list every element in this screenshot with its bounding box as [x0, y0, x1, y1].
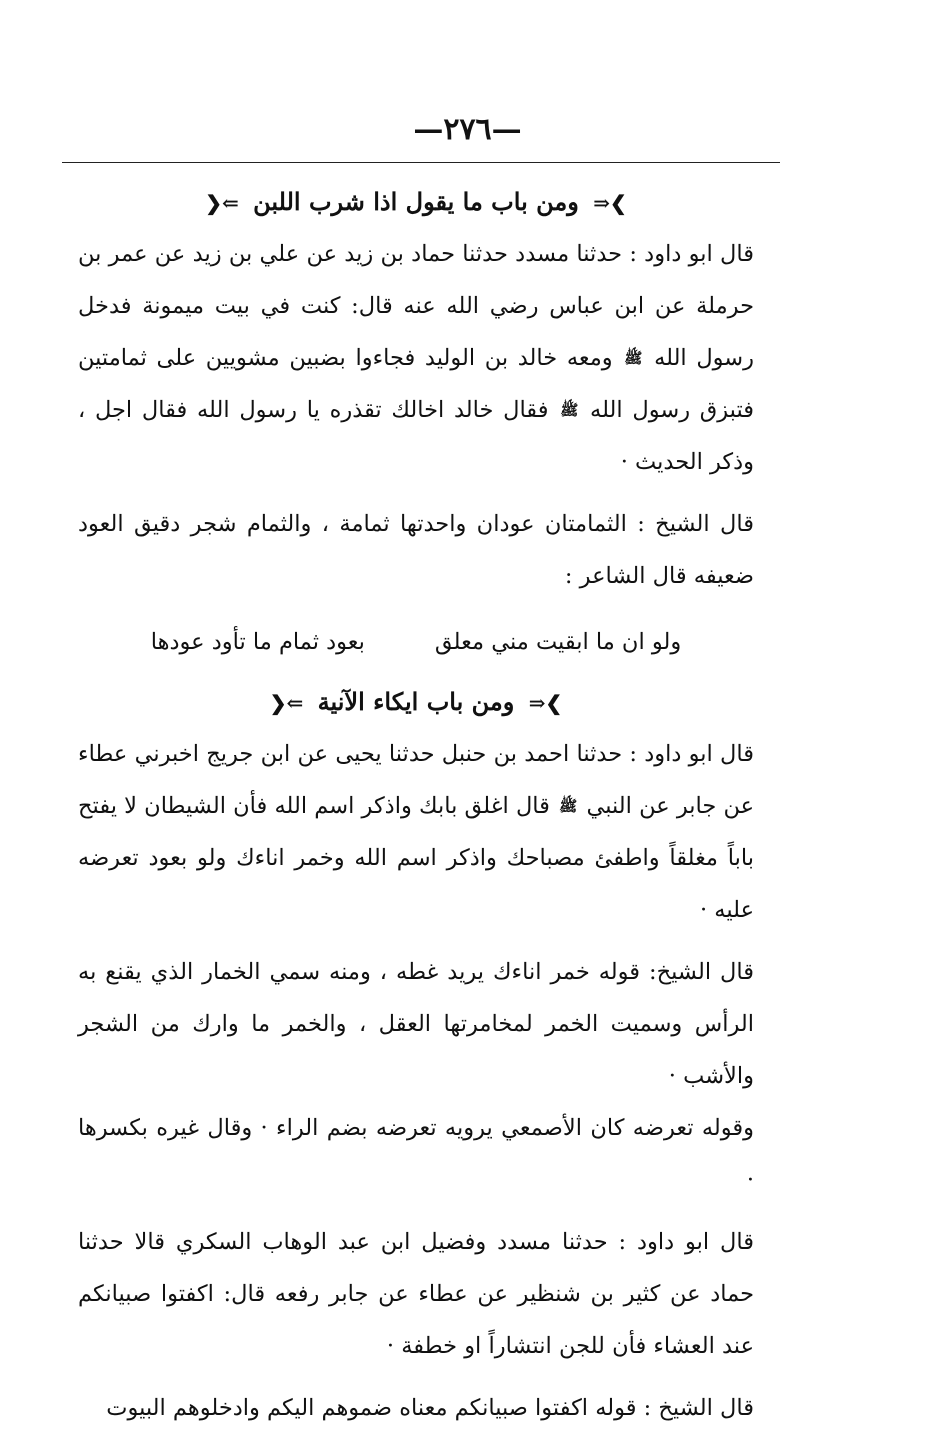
commentary-paragraph: قال الشيخ : الثمامتان عودان واحدتها ثمامة ، والثمام شجر دقيق العود ضعيفه قال الشاعر : — [78, 511, 754, 589]
hadith-paragraph — [78, 228, 754, 488]
ornament-right-icon: ❯⇒ — [593, 191, 627, 215]
hadith-paragraph — [78, 728, 754, 936]
ornament-right-icon: ❯⇒ — [528, 691, 563, 715]
commentary-paragraph: قال الشيخ : قوله اكفتوا صبيانكم معناه ضموهم اليكم وادخلوهم البيوت — [106, 1395, 754, 1421]
hadith-text-part-3: فقال خالد اخالك تقذره يا رسول الله فقال اجل ، وذكر الحديث · — [78, 397, 754, 475]
hadith-text-part-1: قال ابو داود : حدثنا مسدد حدثنا حماد بن زيد عن علي بن زيد عن عمر بن حرملة عن ابن عباس رضي الله عنه قال: كنت في بيت ميمونة فدخل رسول الله — [78, 241, 755, 371]
section-heading-text: ومن باب ما يقول اذا شرب اللبن — [253, 187, 579, 216]
section-heading-text: ومن باب ايكاء الآنية — [317, 687, 515, 716]
commentary-paragraph: قال الشيخ: قوله خمر اناءك يريد غطه ، ومنه سمي الخمار الذي يقنع به الرأس وسميت الخمر لمخامرتها العقل ، والخمر ما وارك من الشجر والأشب · — [78, 959, 754, 1089]
commentary-paragraph: وقوله تعرضه كان الأصمعي يرويه تعرضه بضم الراء · وقال غيره بكسرها · — [78, 1115, 754, 1193]
hadith-text-part-2: ومعه خالد بن الوليد فجاءوا بضبين مشويين على ثمامتين فتبزق رسول الله — [78, 345, 755, 423]
header-rule — [62, 162, 780, 163]
section-heading-covering-vessels — [78, 676, 754, 728]
section-heading-drinking-milk — [78, 176, 754, 228]
ornament-left-icon: ⇐❮ — [205, 191, 239, 215]
hadith-text-part-2: قال اغلق بابك واذكر اسم الله فأن الشيطان لا يفتح باباً مغلقاً واطفئ مصباحك واذكر اسم الله وخمر اناءك ولو بعود تعرضه عليه · — [78, 793, 754, 923]
page-number: —٢٧٦— — [413, 112, 522, 147]
verse-first-hemistich: ولو ان ما ابقيت مني معلق — [434, 629, 682, 655]
verse-second-hemistich: بعود ثمام ما تأود عودها — [150, 629, 365, 655]
salla-icon: ﷺ — [560, 401, 579, 419]
ornament-left-icon: ⇐❮ — [269, 691, 304, 715]
salla-icon: ﷺ — [624, 349, 643, 367]
page-body — [78, 176, 754, 1434]
hadith-paragraph: قال ابو داود : حدثنا مسدد وفضيل ابن عبد الوهاب السكري قالا حدثنا حماد عن كثير بن شنظير عن عطاء عن جابر رفعه قال: اكفتوا صبيانكم عند العشاء فأن للجن انتشاراً او خطفة · — [78, 1229, 754, 1359]
poetry-verse — [78, 616, 754, 668]
hadith-text-part-1: قال ابو داود : حدثنا احمد بن حنبل حدثنا يحيى عن ابن جريج اخبرني عطاء عن جابر عن النبي — [78, 741, 755, 819]
salla-icon: ﷺ — [559, 797, 578, 815]
